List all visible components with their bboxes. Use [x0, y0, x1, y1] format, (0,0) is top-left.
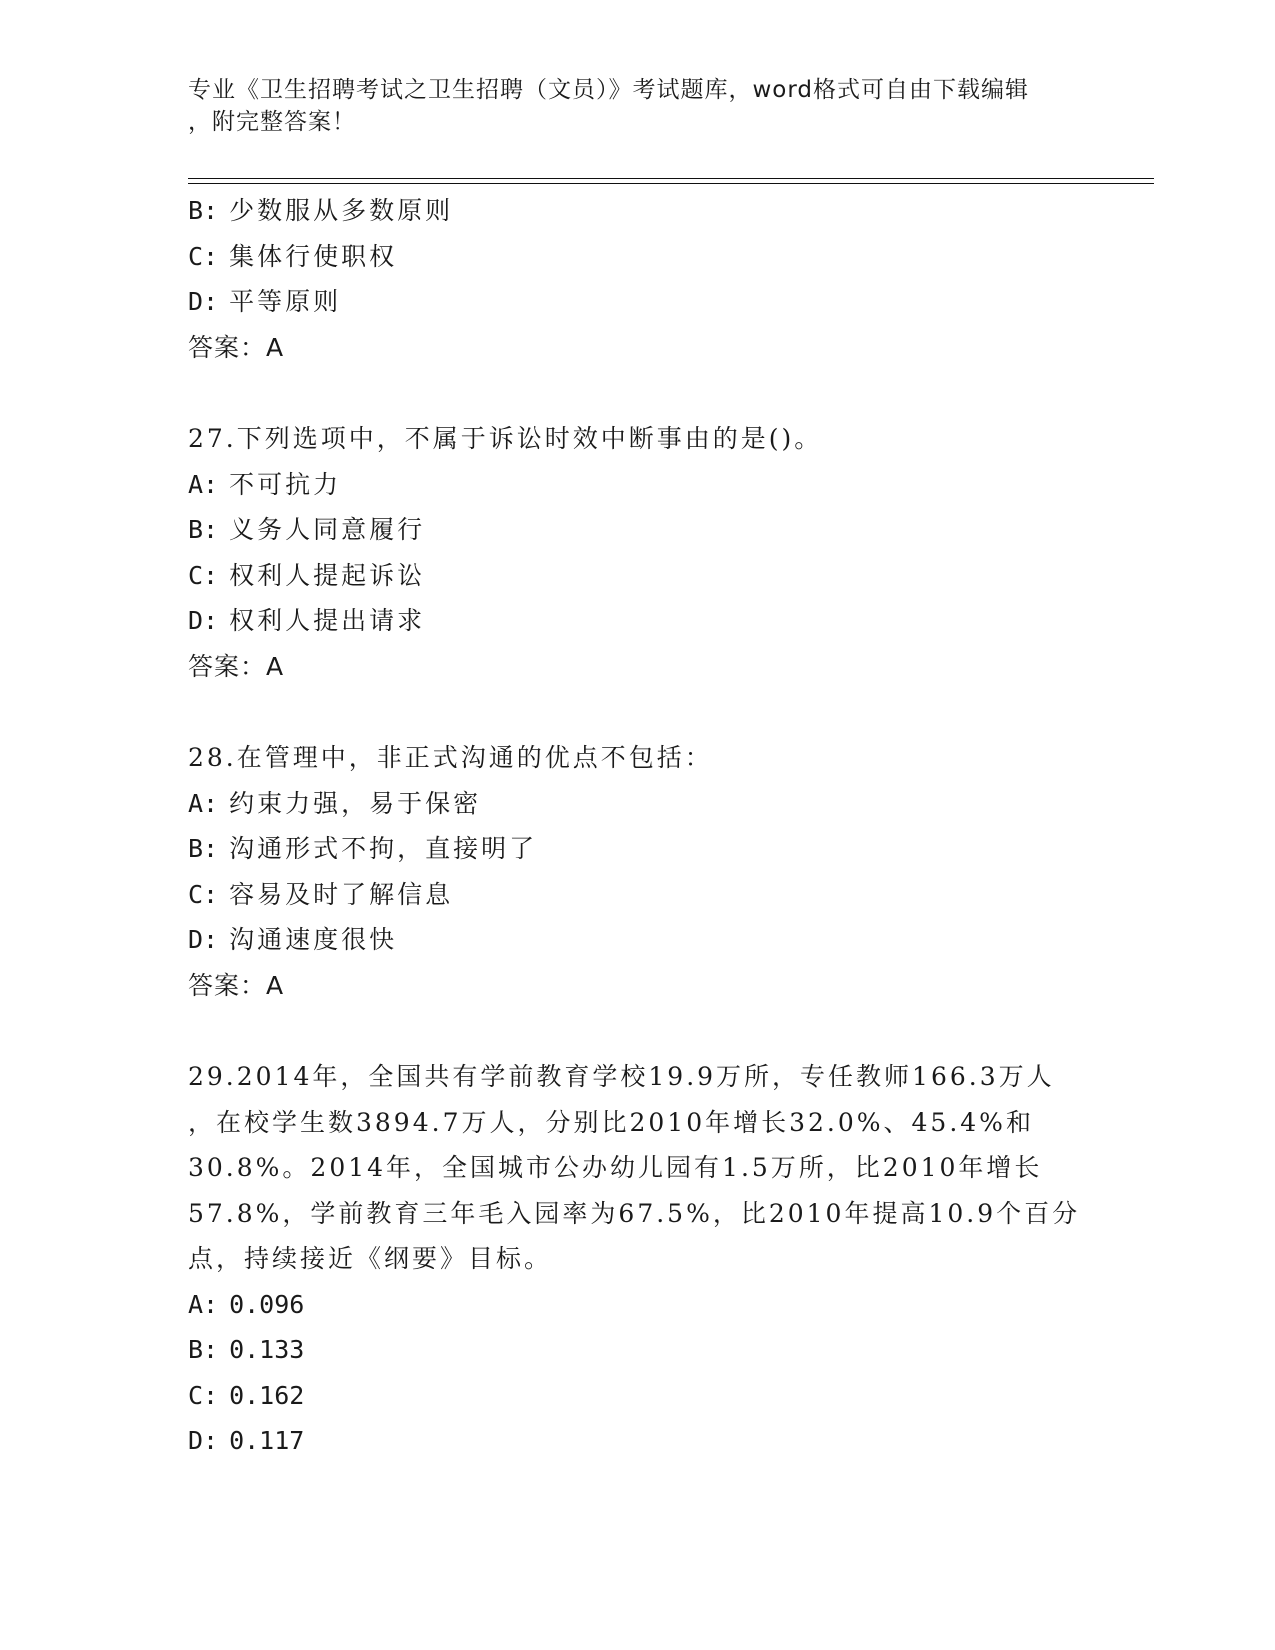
option-letter: D: [188, 925, 219, 954]
option-d [188, 279, 1088, 325]
question-26-continued [188, 188, 1088, 370]
option-text: 沟通速度很快 [229, 925, 398, 954]
header-line-2: ，附完整答案！ [188, 109, 356, 135]
option-d [188, 598, 1088, 644]
option-d [188, 1418, 1088, 1464]
question-stem-line: 点，持续接近《纲要》目标。 [188, 1244, 553, 1273]
option-c [188, 553, 1088, 599]
question-stem-line: 57.8%，学前教育三年毛入园率为67.5%，比2010年提高10.9个百分 [188, 1198, 1081, 1228]
option-text: 容易及时了解信息 [229, 879, 454, 909]
option-letter: D: [188, 287, 219, 316]
option-letter: C: [188, 560, 219, 590]
option-text: 平等原则 [229, 287, 342, 316]
option-letter: C: [188, 1380, 219, 1410]
option-text: 沟通形式不拘，直接明了 [229, 834, 538, 863]
option-text: 0.117 [229, 1426, 305, 1455]
option-c [188, 234, 1088, 280]
question-28 [188, 735, 1088, 1008]
option-text: 0.096 [229, 1289, 305, 1319]
header-divider-bottom [188, 183, 1154, 184]
question-stem: 28.在管理中，非正式沟通的优点不包括： [188, 743, 713, 772]
question-27 [188, 416, 1088, 689]
option-b [188, 188, 1088, 234]
question-list [188, 188, 1088, 1464]
option-letter: B: [188, 834, 219, 863]
option-b [188, 1327, 1088, 1373]
answer-line: 答案：A [188, 332, 285, 362]
option-a [188, 1282, 1088, 1328]
option-b [188, 826, 1088, 872]
question-stem-line: 30.8%。2014年，全国城市公办幼儿园有1.5万所，比2010年增长 [188, 1153, 1043, 1182]
answer-line: 答案：A [188, 651, 285, 681]
question-stem: 27.下列选项中，不属于诉讼时效中断事由的是()。 [188, 424, 823, 453]
option-letter: D: [188, 606, 219, 635]
option-text: 0.133 [229, 1335, 305, 1364]
option-letter: C: [188, 241, 219, 271]
question-stem-line: 29.2014年，全国共有学前教育学校19.9万所，专任教师166.3万人 [188, 1062, 1055, 1091]
document-header [188, 74, 1088, 138]
question-stem [188, 1054, 1088, 1282]
option-text: 集体行使职权 [229, 241, 398, 271]
option-text: 不可抗力 [229, 469, 342, 499]
question-stem-line: ，在校学生数3894.7万人，分别比2010年增长32.0%、45.4%和 [188, 1107, 1034, 1137]
option-letter: B: [188, 1335, 219, 1364]
option-text: 权利人提起诉讼 [229, 560, 426, 590]
header-line-1: 专业《卫生招聘考试之卫生招聘（文员）》考试题库，word格式可自由下载编辑 [188, 77, 1030, 103]
option-text: 约束力强，易于保密 [229, 788, 482, 818]
question-29 [188, 1054, 1088, 1464]
option-d [188, 917, 1088, 963]
option-text: 少数服从多数原则 [229, 196, 454, 225]
option-text: 0.162 [229, 1380, 305, 1410]
option-letter: D: [188, 1426, 219, 1455]
option-letter: C: [188, 879, 219, 909]
option-a [188, 781, 1088, 827]
option-text: 义务人同意履行 [229, 515, 426, 544]
option-c [188, 872, 1088, 918]
option-text: 权利人提出请求 [229, 606, 426, 635]
header-divider-top [188, 178, 1154, 179]
option-a [188, 462, 1088, 508]
option-letter: A: [188, 469, 219, 499]
answer-line: 答案：A [188, 970, 285, 1000]
option-letter: A: [188, 788, 219, 818]
option-letter: A: [188, 1289, 219, 1319]
option-letter: B: [188, 196, 219, 225]
option-letter: B: [188, 515, 219, 544]
option-c [188, 1373, 1088, 1419]
option-b [188, 507, 1088, 553]
